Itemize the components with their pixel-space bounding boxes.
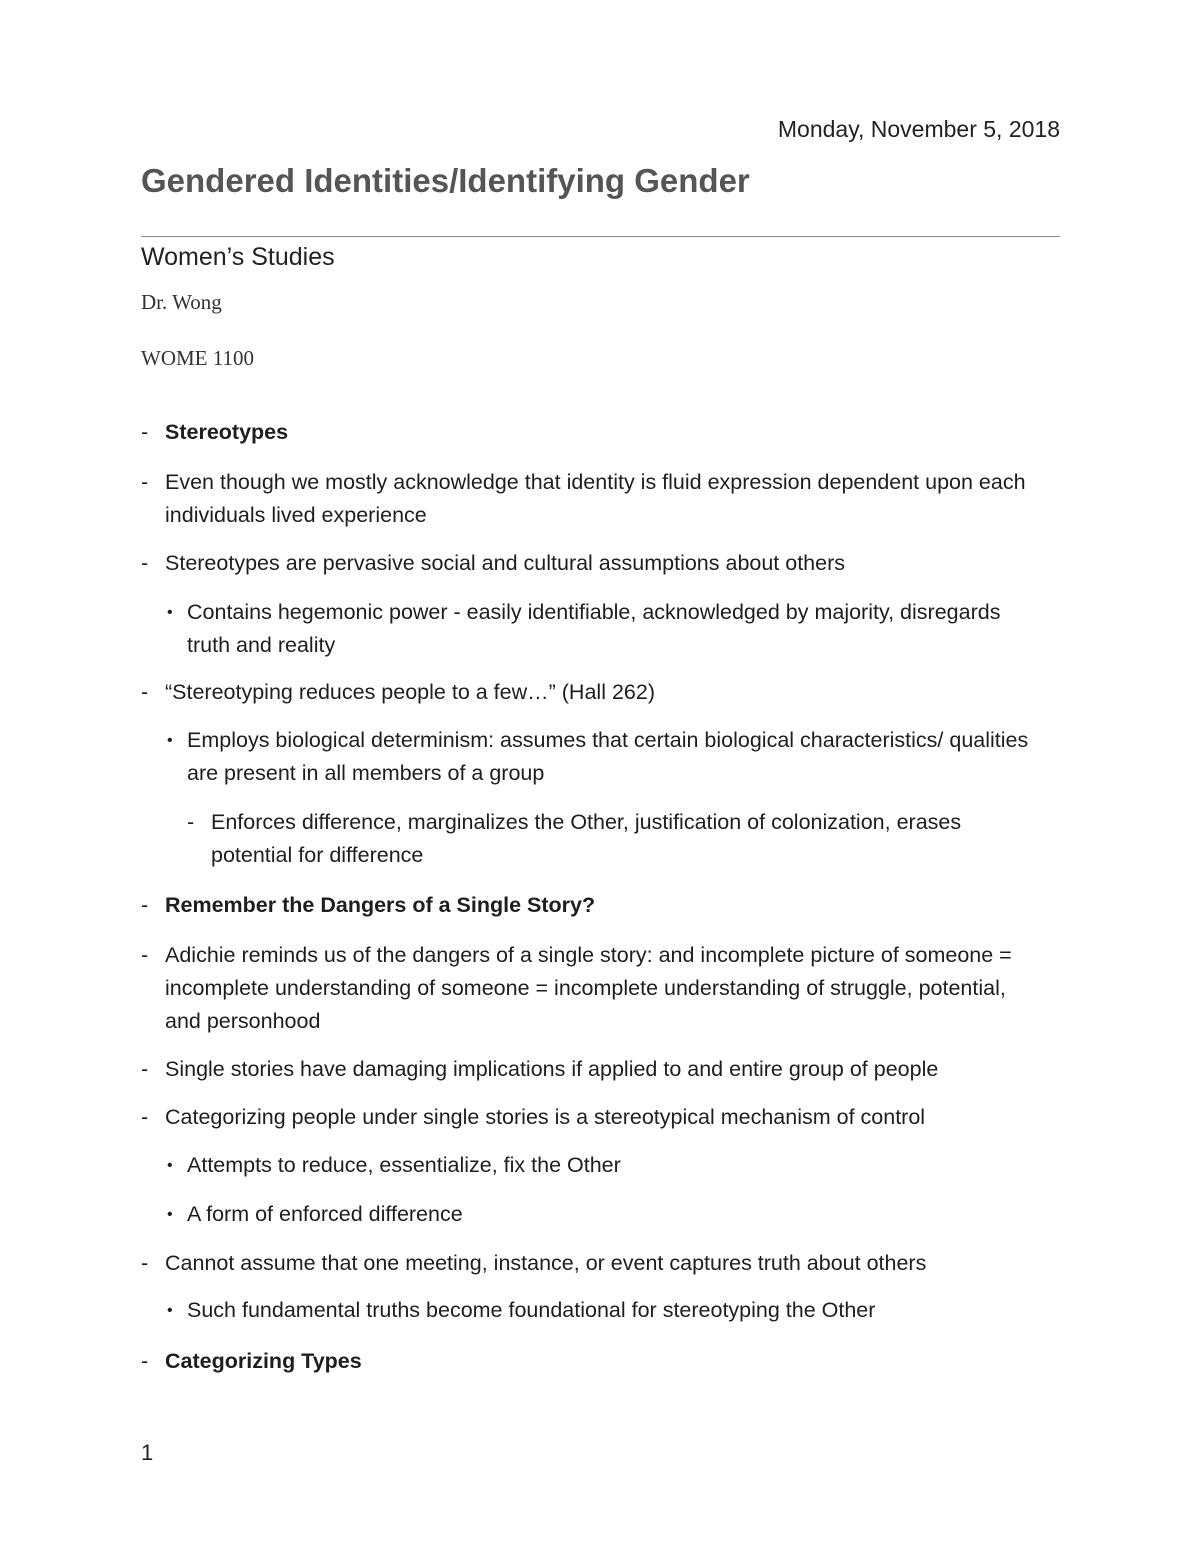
note-text: Cannot assume that one meeting, instance, or event captures truth about others [165,1251,927,1275]
note-item [141,1101,1041,1134]
note-text: Such fundamental truths become foundational for stereotyping the Other [187,1298,876,1322]
dash-marker: - [141,680,149,704]
note-item [165,1198,1045,1231]
dash-marker: - [141,1057,149,1081]
note-text: Single stories have damaging implications if applied to and entire group of people [165,1057,939,1081]
note-text: Even though we mostly acknowledge that identity is fluid expression dependent upon each individuals lived experience [165,470,1026,527]
subject-heading: Women’s Studies [141,243,335,271]
bullet-marker: • [167,1206,173,1223]
note-text: Stereotypes [165,420,289,444]
note-item [141,676,1041,709]
bullet-marker: • [167,732,173,749]
page-title: Gendered Identities/Identifying Gender [141,162,750,199]
note-text: Adichie reminds us of the dangers of a single story: and incomplete picture of someone = incomplete understanding of someone = incomplete understanding of struggle, potential, and personhood [165,943,1012,1033]
note-text: Employs biological determinism: assumes that certain biological characteristics/ qualities are present in all members of a group [187,728,1029,785]
note-item [141,889,1041,922]
course-code: WOME 1100 [141,346,254,370]
note-text: Categorizing Types [165,1349,362,1373]
note-item [141,939,1041,1038]
note-item [141,416,1041,449]
note-text: Stereotypes are pervasive social and cultural assumptions about others [165,551,846,575]
dash-marker: - [141,1251,149,1275]
note-item [165,724,1045,790]
dash-marker: - [141,420,149,444]
dash-marker: - [141,893,149,917]
note-text: Remember the Dangers of a Single Story? [165,893,596,917]
note-item [165,596,1045,662]
dash-marker: - [141,943,149,967]
lecture-date: Monday, November 5, 2018 [777,116,1060,142]
bullet-marker: • [167,1157,173,1174]
dash-marker: - [141,551,149,575]
note-item [141,1053,1041,1086]
bullet-marker: • [167,604,173,621]
note-text: Contains hegemonic power - easily identifiable, acknowledged by majority, disregards truth and reality [187,600,1001,657]
note-item [165,1294,1045,1327]
note-text: Attempts to reduce, essentialize, fix the Other [187,1153,621,1177]
bullet-marker: • [167,1302,173,1319]
dash-marker: - [141,1349,149,1373]
dash-marker: - [187,810,195,834]
note-text: “Stereotyping reduces people to a few…” (Hall 262) [165,680,655,704]
page-number: 1 [141,1440,154,1465]
dash-marker: - [141,1105,149,1129]
note-text: A form of enforced difference [187,1202,463,1226]
note-item [141,1247,1041,1280]
dash-marker: - [141,470,149,494]
note-item [165,1149,1045,1182]
note-item [187,806,1047,872]
professor-name: Dr. Wong [141,290,222,314]
note-item [141,547,1041,580]
note-item [141,466,1041,532]
note-text: Enforces difference, marginalizes the Other, justification of colonization, erases potential for difference [211,810,962,867]
note-item [141,1345,1041,1378]
note-text: Categorizing people under single stories is a stereotypical mechanism of control [165,1105,926,1129]
